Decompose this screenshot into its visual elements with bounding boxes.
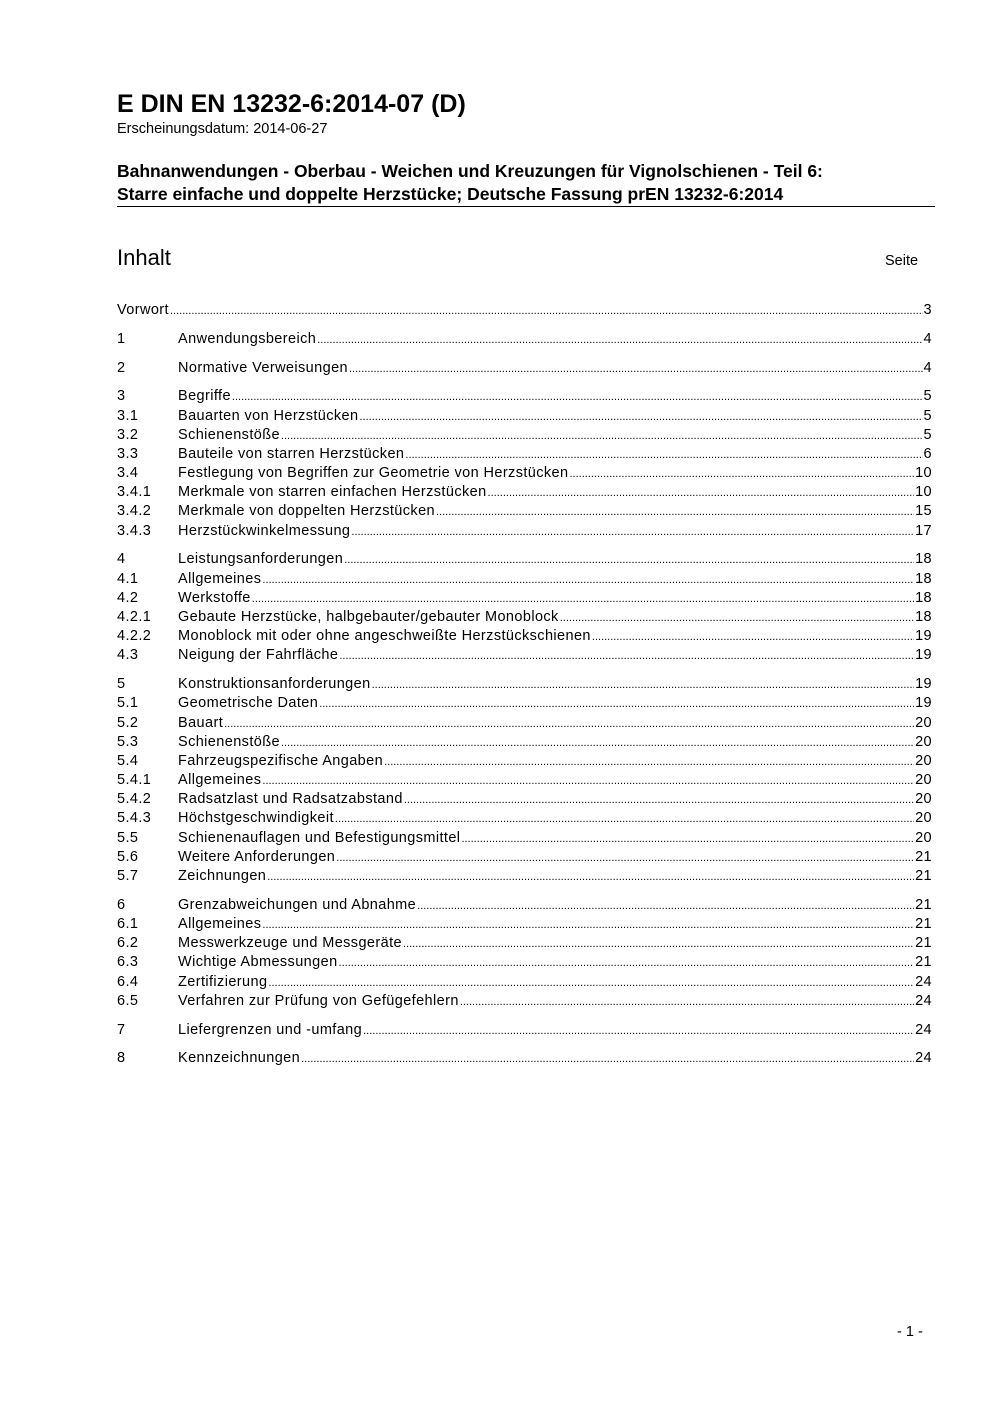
page-number: - 1 - [897, 1324, 923, 1340]
toc-entry-number: 5.6 [117, 848, 139, 865]
toc-entry-number: 6.3 [117, 954, 139, 971]
toc-entry-title[interactable]: Schienenstöße [178, 426, 280, 443]
toc-entry-number: 3.3 [117, 445, 139, 462]
toc-dot-leader [436, 502, 914, 522]
toc-entry-page: 6 [923, 445, 932, 462]
toc-dot-leader [404, 790, 914, 810]
toc-entry-page: 18 [915, 551, 932, 568]
toc-entry[interactable] [117, 771, 932, 790]
toc-entry-title[interactable]: Fahrzeugspezifische Angaben [178, 752, 384, 769]
toc-entry-number: 5.3 [117, 733, 139, 750]
toc-entry-title[interactable]: Zertifizierung [178, 973, 268, 990]
toc-entry[interactable] [117, 464, 932, 483]
toc-entry[interactable] [117, 790, 932, 809]
toc-entry-page: 20 [915, 791, 932, 808]
toc-entry-number: 6 [117, 896, 126, 913]
toc-entry-page: 21 [915, 868, 932, 885]
toc-entry-number: 7 [117, 1021, 126, 1038]
toc-entry-title[interactable]: Grenzabweichungen und Abnahme [178, 896, 417, 913]
toc-entry-title[interactable]: Messwerkzeuge und Messgeräte [178, 935, 402, 952]
toc-entry-title[interactable]: Kennzeichnungen [178, 1050, 301, 1067]
toc-dot-leader [339, 953, 915, 973]
document-title [117, 160, 937, 206]
toc-dot-leader [405, 445, 922, 465]
toc-dot-leader [351, 522, 914, 542]
toc-entry-page: 24 [915, 973, 932, 990]
toc-dot-leader [384, 752, 914, 772]
toc-entry-page: 19 [915, 628, 932, 645]
toc-entry[interactable] [117, 522, 932, 541]
toc-entry-number: 3.4.3 [117, 522, 152, 539]
toc-entry-number: 6.1 [117, 916, 139, 932]
toc-entry-title[interactable]: Gebaute Herzstücke, halbgebauter/gebauter Monoblock [178, 609, 559, 625]
toc-entry-title[interactable]: Festlegung von Begriffen zur Geometrie von Herzstücken [178, 465, 569, 482]
toc-entry-page: 20 [915, 733, 932, 750]
toc-entry-number: 6.5 [117, 992, 139, 1009]
toc-entry-page: 24 [915, 1050, 932, 1067]
toc-entry-page: 10 [915, 465, 932, 482]
toc-entry[interactable] [117, 608, 932, 627]
toc-entry-title[interactable]: Verfahren zur Prüfung von Gefügefehlern [178, 992, 459, 1009]
toc-entry[interactable] [117, 915, 932, 934]
toc-entry-page: 19 [915, 676, 932, 693]
toc-entry[interactable] [117, 407, 932, 426]
toc-dot-leader [344, 550, 914, 570]
toc-entry-number: 5.1 [117, 695, 139, 712]
document-title-line-1: Bahnanwendungen - Oberbau - Weichen und Kreuzungen für Vignolschienen - Teil 6: [117, 161, 823, 181]
toc-dot-leader [319, 694, 914, 714]
toc-entry-title[interactable]: Wichtige Abmessungen [178, 954, 338, 971]
toc-entry-page: 19 [915, 647, 932, 664]
toc-entry-page: 20 [915, 829, 932, 846]
toc-dot-leader [592, 627, 914, 647]
toc-heading: Inhalt [117, 245, 171, 270]
toc-entry-number: 5.4.3 [117, 810, 152, 827]
toc-dot-leader [460, 992, 914, 1012]
toc-entry-number: 3.1 [117, 407, 139, 424]
toc-entry[interactable] [117, 896, 932, 915]
toc-entry-title[interactable]: Schienenstöße [178, 733, 280, 750]
toc-entry-page: 20 [915, 714, 932, 731]
toc-dot-leader [232, 387, 923, 407]
toc-entry[interactable] [117, 848, 932, 867]
document-title-line-2: Starre einfache und doppelte Herzstücke; Deutsche Fassung prEN 13232-6:2014 [117, 184, 784, 204]
toc-entry-page: 21 [915, 954, 932, 971]
toc-entry-page: 5 [923, 388, 932, 405]
toc-entry-number: 8 [117, 1050, 126, 1067]
toc-entry[interactable] [117, 752, 932, 771]
toc-entry-number: 4.2 [117, 589, 139, 606]
toc-dot-leader [262, 570, 914, 590]
toc-dot-leader [488, 483, 915, 503]
toc-entry[interactable] [117, 714, 932, 733]
toc-dot-leader [363, 1021, 914, 1041]
toc-entry[interactable] [117, 359, 932, 378]
document-id: E DIN EN 13232-6:2014-07 (D) [117, 90, 466, 118]
publication-date: Erscheinungsdatum: 2014-06-27 [117, 121, 328, 137]
toc-entry-page: 24 [915, 1021, 932, 1038]
toc-entry-title[interactable]: Allgemeines [178, 916, 262, 932]
toc-entry-title[interactable]: Allgemeines [178, 772, 262, 789]
toc-entry-page: 3 [923, 302, 932, 318]
toc-entry[interactable] [117, 675, 932, 694]
toc-entry-number: 4.2.1 [117, 609, 152, 625]
toc-entry-title[interactable]: Anwendungsbereich [178, 330, 317, 347]
toc-entry-page: 19 [915, 695, 932, 712]
toc-dot-leader [262, 915, 914, 935]
toc-entry-number: 2 [117, 359, 126, 376]
toc-entry-number: 5.4.2 [117, 791, 152, 808]
toc-dot-leader [349, 359, 923, 379]
toc-entry[interactable] [117, 502, 932, 521]
toc-entry-number: 5.2 [117, 714, 139, 731]
toc-entry-title[interactable]: Geometrische Daten [178, 695, 319, 712]
toc-entry-number: 6.4 [117, 973, 139, 990]
toc-dot-leader [267, 867, 914, 887]
toc-entry-page: 15 [915, 503, 932, 520]
toc-entry[interactable] [117, 483, 932, 502]
toc-entry-number: 3.4.1 [117, 484, 152, 501]
toc-entry-page: 21 [915, 896, 932, 913]
toc-entry-page: 21 [915, 848, 932, 865]
toc-entry-title[interactable]: Konstruktionsanforderungen [178, 676, 371, 693]
toc-entry-title[interactable]: Herzstückwinkelmessung [178, 522, 351, 539]
toc-dot-leader [317, 330, 922, 350]
toc-entry-title[interactable]: Radsatzlast und Radsatzabstand [178, 791, 403, 808]
toc-dot-leader [372, 675, 914, 695]
toc-dot-leader [336, 848, 914, 868]
toc-entry-page: 17 [915, 522, 932, 539]
toc-entry-title[interactable]: Liefergrenzen und -umfang [178, 1021, 363, 1038]
toc-entry[interactable] [117, 867, 932, 886]
toc-entry-number: 5 [117, 676, 126, 693]
toc-entry-title[interactable]: Merkmale von starren einfachen Herzstücken [178, 484, 487, 501]
toc-entry-page: 10 [915, 484, 932, 501]
toc-entry-number: 3.4 [117, 465, 139, 482]
toc-entry-number: 3 [117, 388, 126, 405]
toc-entry[interactable] [117, 953, 932, 972]
toc-entry[interactable] [117, 1049, 932, 1068]
toc-entry-page: 18 [915, 609, 932, 625]
toc-entry[interactable] [117, 694, 932, 713]
toc-entry[interactable] [117, 570, 932, 589]
toc-dot-leader [359, 407, 922, 427]
toc-entry-title[interactable]: Monoblock mit oder ohne angeschweißte Herzstückschienen [178, 628, 591, 645]
toc-dot-leader [268, 973, 914, 993]
toc-entry-number: 4 [117, 551, 126, 568]
toc-entry-number: 4.2.2 [117, 628, 152, 645]
toc-entry-title[interactable]: Allgemeines [178, 570, 262, 587]
toc-entry-title[interactable]: Bauarten von Herzstücken [178, 407, 359, 424]
toc-dot-leader [301, 1049, 914, 1069]
toc-entry-title[interactable]: Höchstgeschwindigkeit [178, 810, 334, 827]
toc-entry-title[interactable]: Weitere Anforderungen [178, 848, 336, 865]
toc-entry[interactable] [117, 550, 932, 569]
toc-entry-title[interactable]: Vorwort [117, 302, 169, 318]
toc-entry-page: 5 [923, 426, 932, 443]
toc-entry-page: 5 [923, 407, 932, 424]
toc-entry-page: 21 [915, 935, 932, 952]
toc-entry-page: 21 [915, 916, 932, 932]
toc-dot-leader [281, 733, 914, 753]
toc-entry-number: 3.2 [117, 426, 139, 443]
toc-entry-page: 20 [915, 772, 932, 789]
toc-dot-leader [224, 714, 914, 734]
toc-entry-title[interactable]: Leistungsanforderungen [178, 551, 344, 568]
toc-entry-title[interactable]: Bauart [178, 714, 224, 731]
toc-entry-page: 20 [915, 810, 932, 827]
toc-entry-number: 6.2 [117, 935, 139, 952]
toc-entry[interactable] [117, 330, 932, 349]
toc-entry[interactable] [117, 646, 932, 665]
toc-entry-number: 5.5 [117, 829, 139, 846]
toc-entry[interactable] [117, 973, 932, 992]
toc-entry-number: 5.4.1 [117, 772, 152, 789]
table-of-contents [117, 301, 932, 1069]
toc-entry-title[interactable]: Bauteile von starren Herzstücken [178, 445, 405, 462]
toc-entry-number: 4.3 [117, 647, 139, 664]
toc-page-column-label: Seite [885, 253, 919, 269]
toc-entry-title[interactable]: Schienenauflagen und Befestigungsmittel [178, 829, 461, 846]
toc-entry[interactable] [117, 1021, 932, 1040]
toc-entry[interactable] [117, 934, 932, 953]
toc-entry[interactable] [117, 627, 932, 646]
toc-entry-title[interactable]: Normative Verweisungen [178, 359, 348, 376]
toc-entry[interactable] [117, 445, 932, 464]
toc-entry[interactable] [117, 733, 932, 752]
toc-dot-leader [339, 646, 914, 666]
toc-entry-page: 20 [915, 752, 932, 769]
toc-entry[interactable] [117, 387, 932, 406]
toc-entry[interactable] [117, 426, 932, 445]
toc-entry-title[interactable]: Zeichnungen [178, 868, 267, 885]
toc-dot-leader [560, 608, 914, 628]
toc-dot-leader [335, 809, 914, 829]
toc-dot-leader [262, 771, 914, 791]
toc-entry-title[interactable]: Werkstoffe [178, 589, 251, 606]
toc-entry-page: 24 [915, 992, 932, 1009]
toc-entry-number: 5.4 [117, 752, 139, 769]
toc-entry-title[interactable]: Neigung der Fahrfläche [178, 647, 339, 664]
toc-entry-number: 4.1 [117, 570, 139, 587]
toc-entry[interactable] [117, 829, 932, 848]
toc-entry-page: 4 [923, 330, 932, 347]
toc-dot-leader [170, 301, 923, 321]
toc-entry-title[interactable]: Begriffe [178, 388, 231, 405]
toc-entry-title[interactable]: Merkmale von doppelten Herzstücken [178, 503, 435, 520]
toc-entry-number: 3.4.2 [117, 503, 152, 520]
toc-entry-number: 1 [117, 330, 126, 347]
toc-dot-leader [461, 829, 914, 849]
toc-dot-leader [417, 896, 914, 916]
toc-entry[interactable] [117, 992, 932, 1011]
toc-dot-leader [403, 934, 914, 954]
toc-entry-page: 4 [923, 359, 932, 376]
toc-dot-leader [252, 589, 914, 609]
toc-dot-leader [281, 426, 923, 446]
toc-entry-page: 18 [915, 589, 932, 606]
toc-entry-number: 5.7 [117, 868, 139, 885]
toc-entry[interactable] [117, 301, 932, 320]
title-divider [117, 206, 935, 207]
toc-entry-page: 18 [915, 570, 932, 587]
toc-entry[interactable] [117, 589, 932, 608]
toc-dot-leader [569, 464, 914, 484]
toc-entry[interactable] [117, 809, 932, 828]
